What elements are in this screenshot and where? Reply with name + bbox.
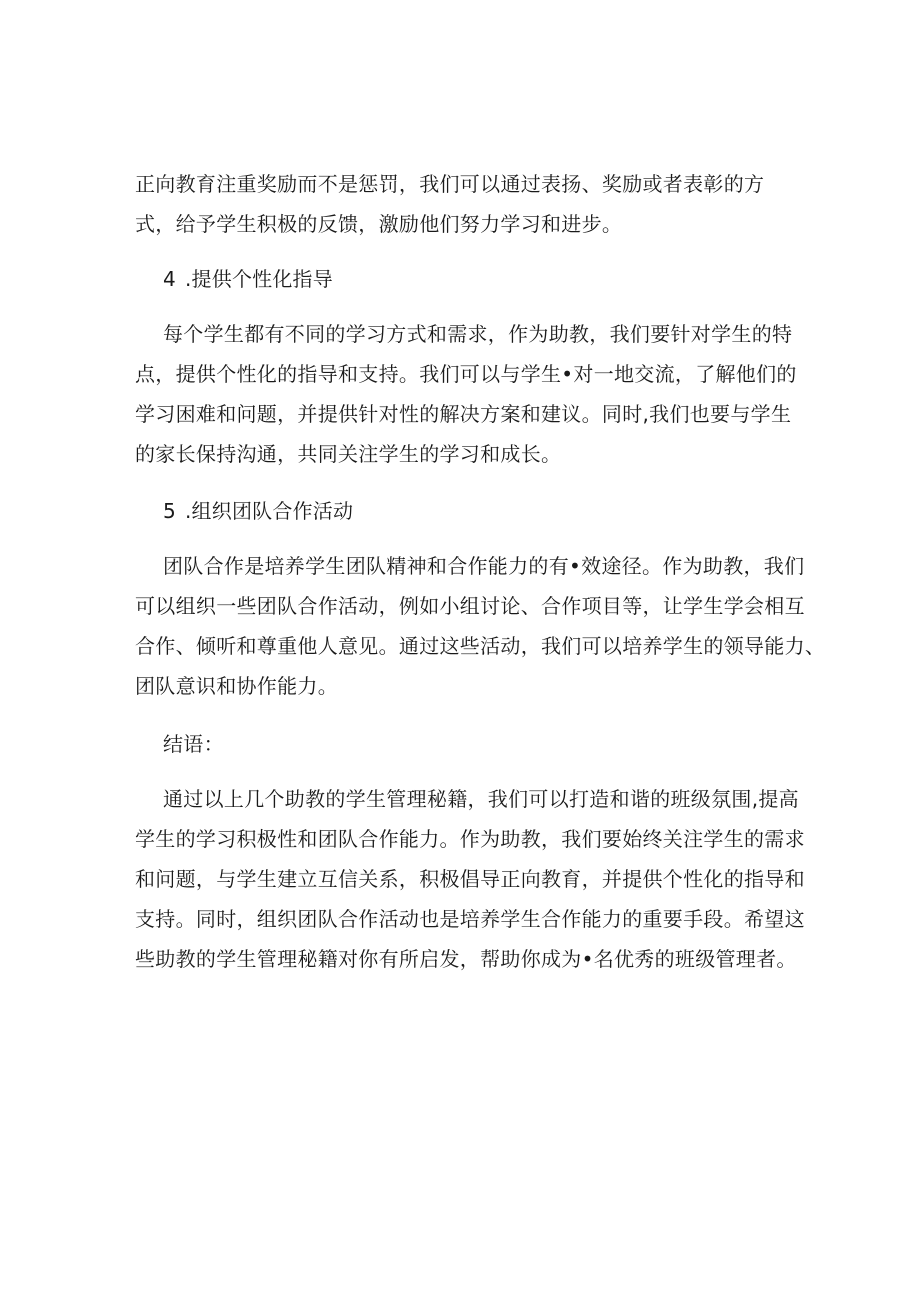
paragraph-line: 些助教的学生管理秘籍对你有所启发，帮助你成为•名优秀的班级管理者。 [135, 947, 797, 971]
paragraph-line: 团队合作是培养学生团队精神和合作能力的有•效途径。作为助教，我们 [163, 554, 805, 578]
conclusion-label: 结语： [163, 732, 224, 756]
section-heading-5 [163, 497, 823, 525]
section-heading-4 [163, 265, 823, 293]
paragraph-line: 的家长保持沟通，共同关注学生的学习和成长。 [135, 442, 562, 466]
paragraph-line: 学生的学习积极性和团队合作能力。作为助教，我们要始终关注学生的需求 [135, 827, 805, 851]
paragraph-line: 点，提供个性化的指导和支持。我们可以与学生•对一地交流，了解他们的 [135, 362, 797, 386]
paragraph-line: 式，给予学生积极的反馈，激励他们努力学习和进步。 [135, 212, 623, 236]
paragraph-line: 和问题，与学生建立互信关系，积极倡导正向教育，并提供个性化的指导和 [135, 867, 805, 891]
heading-title: .提供个性化指导 [185, 267, 333, 291]
paragraph-line: 每个学生都有不同的学习方式和需求，作为助教，我们要针对学生的特 [163, 322, 793, 346]
heading-title: .组织团队合作活动 [185, 499, 354, 523]
paragraph-line: 团队意识和协作能力。 [135, 674, 338, 698]
paragraph-line: 可以组织一些团队合作活动，例如小组讨论、合作项目等，让学生学会相互 [135, 594, 805, 618]
heading-number: 5 [163, 499, 176, 523]
heading-number: 4 [163, 267, 176, 291]
paragraph-line: 正向教育注重奖励而不是惩罚，我们可以通过表扬、奖励或者表彰的方 [135, 172, 765, 196]
paragraph-line: 合作、倾听和尊重他人意见。通过这些活动，我们可以培养学生的领导能力、 [135, 634, 826, 658]
paragraph-line: 学习困难和问题，并提供针对性的解决方案和建议。同时,我们也要与学生 [135, 402, 792, 426]
paragraph-line: 支持。同时，组织团队合作活动也是培养学生合作能力的重要手段。希望这 [135, 907, 805, 931]
paragraph-line: 通过以上几个助教的学生管理秘籍，我们可以打造和谐的班级氛围,提高 [163, 787, 799, 811]
